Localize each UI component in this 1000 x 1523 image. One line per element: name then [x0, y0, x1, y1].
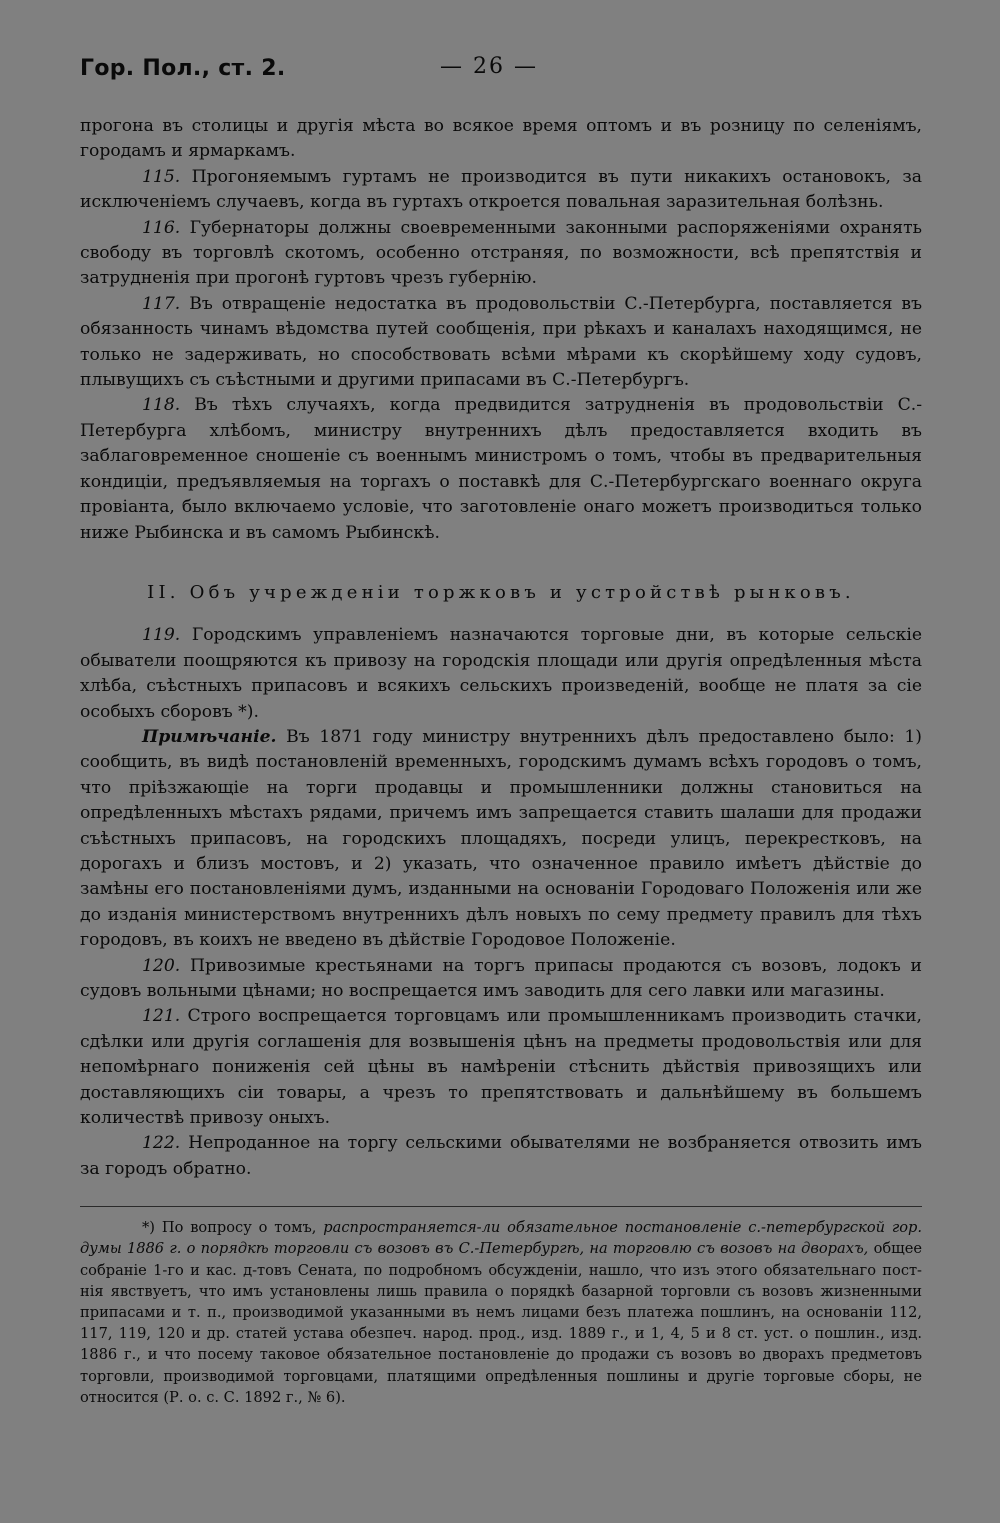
- page-number: — 26 —: [440, 54, 538, 79]
- remark-paragraph: [80, 725, 922, 954]
- remark-label: Примѣчаніе.: [142, 726, 277, 747]
- article-number: 118.: [142, 395, 181, 416]
- article-text: Городскимъ управленіемъ назначаются торговые дни, въ которые сельскіе обыватели поощряются къ привозу на городскія площади или другія опредѣленныя мѣста хлѣба, съѣстныхъ припасовъ и всякихъ сельскихъ произведеній, вообще не платя за сіе особыхъ сборовъ *).: [80, 625, 922, 722]
- article-120: [80, 954, 922, 1005]
- article-121: [80, 1004, 922, 1131]
- article-number: 122.: [142, 1133, 181, 1154]
- article-115: [80, 165, 922, 216]
- article-text: Въ тѣхъ случаяхъ, когда предвидится затрудненія въ продовольствіи С.-Петербурга хлѣбомъ, министру внутреннихъ дѣлъ предоставляется входить въ заблаговременное сношеніе съ военнымъ министромъ о томъ, чтобы въ предварительныя кондиціи, предъявляемыя на торгахъ о поставкѣ для С.-Петербургскаго военнаго округа провіанта, было включаемо условіе, что заготовленіе онаго можетъ производиться только ниже Рыбинска и въ самомъ Рыбинскѣ.: [80, 395, 923, 543]
- article-number: 117.: [142, 293, 181, 314]
- article-text: Непроданное на торгу сельскими обывателями не возбраняется отвозить имъ за городъ обратно.: [80, 1133, 922, 1179]
- article-number: 121.: [142, 1006, 181, 1027]
- article-119: [80, 623, 922, 725]
- article-number: 116.: [142, 217, 181, 238]
- article-number: 119.: [142, 625, 181, 646]
- article-text: Прогоняемымъ гуртамъ не производится въ пути никакихъ остановокъ, за исключеніемъ случаевъ, когда въ гуртахъ откроется повальная заразительная болѣзнь.: [80, 166, 922, 213]
- article-117: [80, 292, 922, 394]
- article-118: [80, 393, 922, 545]
- remark-text: Въ 1871 году министру внутреннихъ дѣлъ предоставлено было: 1) сообщить, въ видѣ постановленій временныхъ, городскимъ думамъ всѣхъ городовъ о томъ, что пріѣзжающіе на торги продавцы и промышленники должны становиться на опредѣленныхъ мѣстахъ рядами, причемъ имъ запрещается ставить шалаши для продажи съѣстныхъ припасовъ, на городскихъ площадяхъ, посреди улицъ, перекрестковъ, на дорогахъ и близъ мостовъ, и 2) указать, что означенное правило имѣетъ дѣйствіе до замѣны его постановленіями думъ, изданными на основаніи Городоваго Положенія или же до изданія министерствомъ внутреннихъ дѣлъ новыхъ по сему предмету правилъ для тѣхъ городовъ, въ коихъ не введено въ дѣйствіе Городовое Положеніе.: [80, 726, 922, 951]
- article-text: Строго воспрещается торговцамъ или промышленникамъ производить стачки, сдѣлки или другія соглашенія для возвышенія цѣнъ на предметы продовольствія или для непомѣрнаго пониженія сей цѣны въ намѣреніи стѣснить дѣйствія привозящихъ или доставляющихъ сіи товары, а чрезъ то препятствовать и дальнѣйшему въ большемъ количествѣ привозу оныхъ.: [80, 1006, 922, 1129]
- article-number: 115.: [142, 166, 181, 187]
- article-text: Привозимые крестьянами на торгъ припасы продаются съ возовъ, лодокъ и судовъ вольными цѣнами; но воспрещается имъ заводить для сего лавки или магазины.: [80, 955, 922, 1001]
- intro-paragraph: прогона въ столицы и другія мѣста во всякое время оптомъ и въ розницу по селеніямъ, городамъ и ярмаркамъ.: [80, 116, 922, 162]
- footnote-rest: общее собраніе 1-го и кас. д-товъ Сената, по подробномъ обсужденіи, нашло, что изъ этого обязательнаго пост-нія явствуетъ, что имъ установлены лишь правила о порядкѣ базарной торговли съ возовъ жизненными припасами и т. п., производимой указанными въ немъ лицами безъ платежа пошлинъ, на основаніи 112, 117, 119, 120 и др. статей устава обезпеч. народ. прод., изд. 1889 г., и 1, 4, 5 и 8 ст. уст. о пошлин., изд. 1886 г., и что посему таковое обязательное постановленіе до продажи съ возовъ во дворахъ предметовъ торговли, производимой торговцами, платящими опредѣленныя пошлины и другіе торговые сборы, не относится (Р. о. с. С. 1892 г., № 6).: [80, 1240, 922, 1406]
- article-text: Губернаторы должны своевременными законными распоряженіями охранять свободу въ торговлѣ скотомъ, особенно отстраняя, по возможности, всѣ препятствія и затрудненія при прогонѣ гуртовъ чрезъ губернію.: [80, 217, 922, 289]
- article-text: Въ отвращеніе недостатка въ продовольствіи С.-Петербурга, поставляется въ обязанность чинамъ вѣдомства путей сообщенія, при рѣкахъ и каналахъ находящимся, не только не задерживать, но способствовать всѣми мѣрами къ скорѣйшему ходу судовъ, плывущихъ съ съѣстными и другими припасами въ С.-Петербургъ.: [80, 293, 922, 391]
- main-text: [80, 114, 922, 1182]
- footnote-italic: распространяется-ли обязательное постановленіе с.-петербургской гор. думы 1886 г. о порядкѣ торговли съ возовъ въ С.-Петербургѣ, на торговлю съ возовъ на дворахъ,: [80, 1219, 922, 1258]
- footnote-lead: *) По вопросу о томъ,: [142, 1219, 317, 1237]
- footnote-text: [80, 1217, 922, 1408]
- article-122: [80, 1131, 922, 1182]
- footnote: [80, 1206, 922, 1408]
- page-header: [80, 52, 922, 92]
- article-number: 120.: [142, 955, 181, 976]
- running-head: Гор. Пол., ст. 2.: [80, 56, 286, 81]
- section-heading: II. Объ учрежденіи торжковъ и устройствѣ рынковъ.: [147, 581, 855, 603]
- article-116: [80, 216, 922, 292]
